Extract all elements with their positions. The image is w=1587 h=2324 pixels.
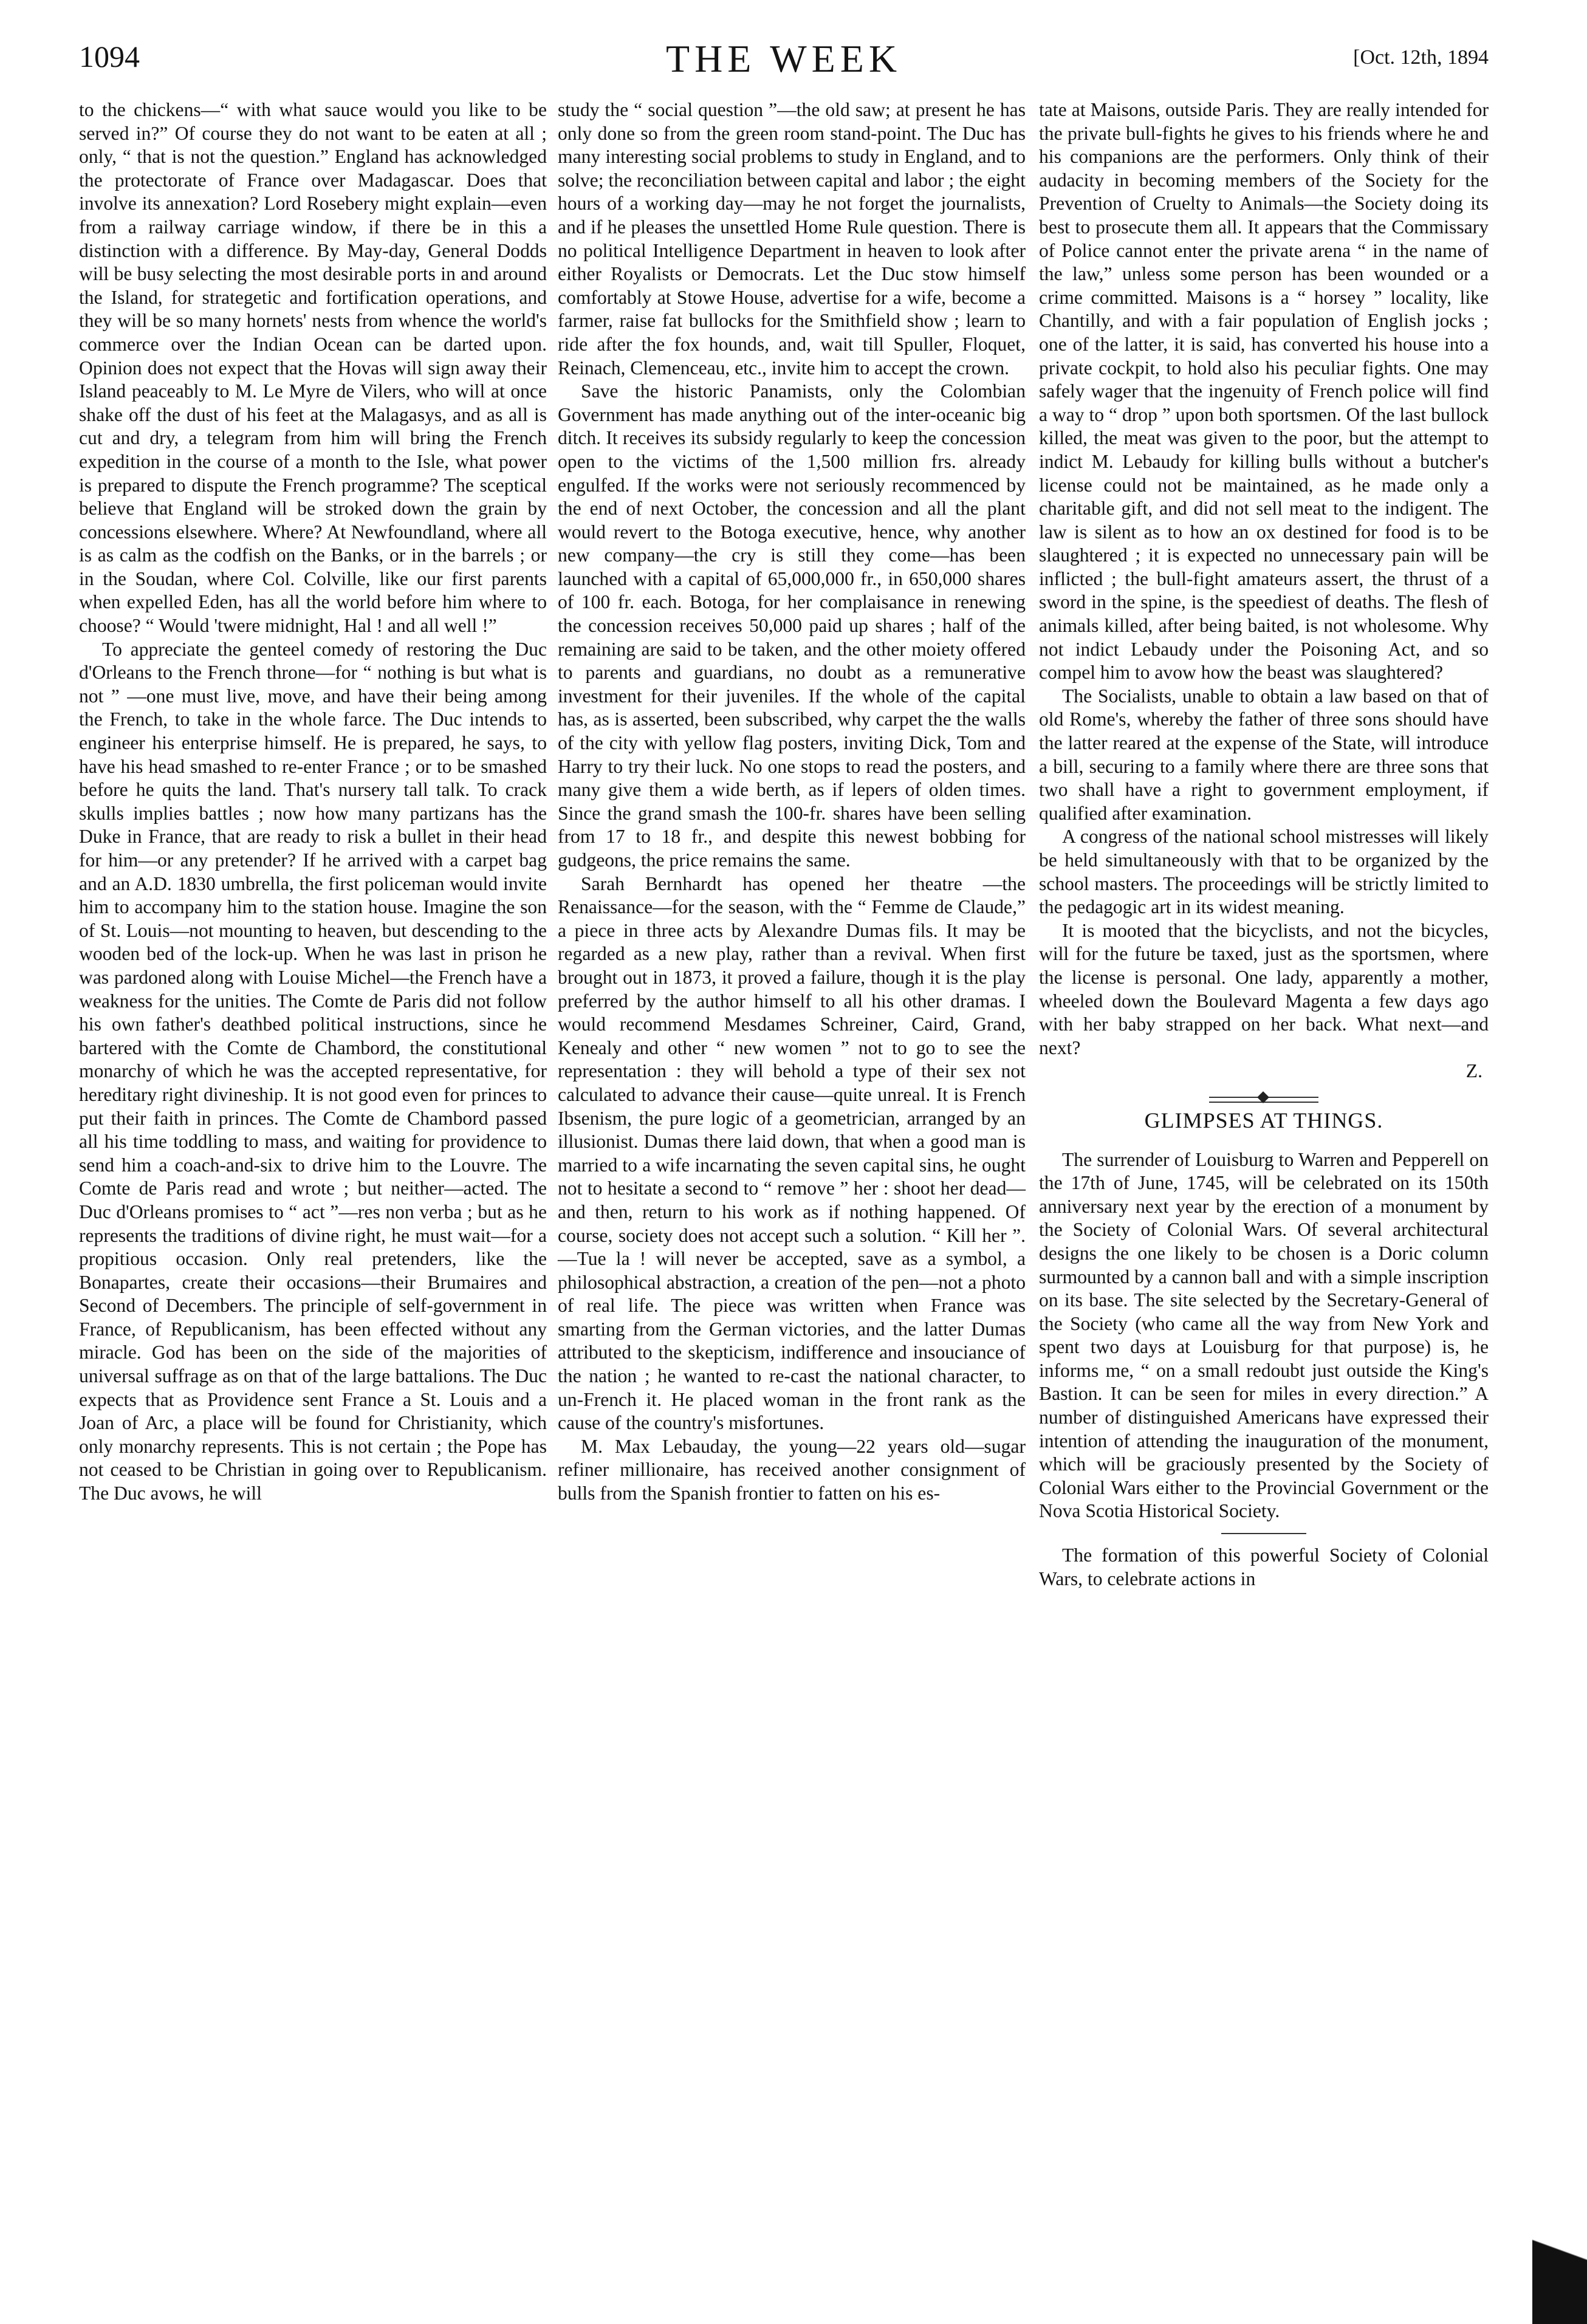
column-3 [1039, 98, 1489, 1591]
paragraph: study the “ social question ”—the old saw; at present he has only done so from the green room stand-point. The Duc has many interesting social problems to study in England, and to solve; the reconciliation between capital and labor ; the eight hours of a working day—may he not forget the journalists, and if he pleases the unsettled Home Rule question. There is no political Intelligence Department in heaven to look after either Royalists or Democrats. Let the Duc stow himself comfortably at Stowe House, advertise for a wife, become a farmer, raise fat bullocks for the Smithfield show ; learn to ride after the fox hounds, and, wait till Spuller, Floquet, Reinach, Clemenceau, etc., invite him to accept the crown. [558, 99, 1026, 379]
section-title: GLIMPSES AT THINGS. [1144, 1108, 1383, 1133]
paragraph: The formation of this powerful Society of Colonial Wars, to celebrate actions in [1039, 1544, 1489, 1589]
column-1 [79, 98, 547, 1506]
author-signature: Z. [1465, 1060, 1482, 1082]
section-rule [1221, 1533, 1306, 1534]
publication-title: THE WEEK [665, 37, 902, 80]
paragraph: to the chickens—“ with what sauce would you like to be served in?” Of course they do not want to be eaten at all ; only, “ that is not the question.” England has acknowledged the protectorate of France over Madagascar. Does that involve its annexation? Lord Rosebery might explain—even from a railway carriage window, if there be in this a distinction with a difference. By May-day, General Dodds will be busy selecting the most desirable ports in and around the Island, for strategetic and fortification operations, and they will be so many hornets' nests from whence the world's commerce over the Indian Ocean can be darted upon. Opinion does not expect that the Hovas will sign away their Island peaceably to M. Le Myre de Vilers, who will at once shake off the dust of his feet at the Malagasys, and as all is cut and dry, a telegram from him will bring the French expedition in the course of a month to the Isle, what power is prepared to dispute the French programme? The sceptical believe that England will be stroked down the grain by concessions elsewhere. Where? At Newfoundland, where all is as calm as the codfish on the Banks, or in the barrels ; or in the Soudan, where Col. Colville, like our first parents when expelled Eden, has all the world before him where to choose? “ Would 'twere midnight, Hal ! and all well !” [79, 99, 547, 637]
page-number: 1094 [79, 39, 140, 74]
paragraph: The surrender of Louisburg to Warren and Pepperell on the 17th of June, 1745, will be celebrated on its 150th anniversary next year by the erection of a monument by the Society of Colonial Wars. Of several architectural designs the one likely to be chosen is a Doric column surmounted by a cannon ball and with a simple inscription on its base. The site selected by the Secretary-General of the Society (who came all the way from New York and spent two days at Louisburg for that purpose) is, he informs me, “ on a small redoubt just outside the King's Bastion. It can be seen for miles in every direction.” A number of distinguished Americans have expressed their intention of attending the inauguration of the monument, which will be graciously presented by the Society of Colonial Wars either to the Provincial Government or the Nova Scotia Historical Society. [1039, 1148, 1489, 1522]
page-edge-shadow [1532, 2202, 1587, 2324]
paragraph: tate at Maisons, outside Paris. They are really intended for the private bull-fights he gives to his friends where he and his companions are the performers. Only think of their audacity in becoming members of the Society for the Prevention of Cruelty to Animals—the Society doing its best to prosecute them all. It appears that the Commissary of Police cannot enter the private arena “ in the name of the law,” unless some person has been wounded or a crime committed. Maisons is a “ horsey ” locality, like Chantilly, and with a fair population of English jocks ; one of the latter, it is said, has converted his house into a private cockpit, to hold also his peculiar fights. One may safely wager that the ingenuity of French police will find a way to “ drop ” upon both sportsmen. Of the last bullock killed, the meat was given to the poor, but the attempt to indict M. Lebaudy for killing bulls without a butcher's license could not be maintained, as he made only a charitable gift, and did not sell meat to the indigent. The law is silent as to how an ox destined for food is to be slaughtered ; it is expected no unnecessary pain will be inflicted ; the bull-fight amateurs assert, the thrust of a sword in the spine, is the speediest of deaths. The flesh of animals killed, after being baited, is not wholesome. Why not indict Lebaudy under the Poisoning Act, and so compel him to avow how the beast was slaughtered? [1039, 99, 1489, 684]
paragraph: Sarah Bernhardt has opened her theatre —the Renaissance—for the season, with the “ Femme de Claude,” a piece in three acts by Alexandre Dumas fils. It may be regarded as a new play, rather than a revival. When first brought out in 1873, it proved a failure, though it is the play preferred by the author himself to all his other dramas. I would recommend Mesdames Schreiner, Caird, Grand, Kenealy and other “ new women ” not to go to see the representation : they will behold a type of their sex not calculated to advance their cause—quite unreal. It is French Ibsenism, the pure logic of a geometrician, arranged by an illusionist. Dumas there laid down, that when a good man is married to a wife incarnating the seven capital sins, he ought not to hesitate a second to “ remove ” her : shoot her dead—and then, return to his work as if nothing happened. Of course, society does not accept such a solution. “ Kill her ”.—Tue la ! will never be accepted, save as a symbol, a philosophical abstraction, a creation of the pen—not a photo of real life. The piece was written when France was smarting from the German victories, and the latter Dumas attributed to the skepticism, indifference and insouciance of the nation ; he wanted to re-cast the national character, to un-French it. He placed woman in the front rank as the cause of the country's misfortunes. [558, 872, 1026, 1434]
column-2 [558, 98, 1026, 1506]
paragraph: A congress of the national school mistresses will likely be held simultaneously with that to be organized by the school masters. The proceedings will be strictly limited to the pedagogic art in its widest meaning. [1039, 826, 1489, 918]
paragraph: It is mooted that the bicyclists, and not the bicycles, will for the future be taxed, just as the sportsmen, where the license is personal. One lady, apparently a mother, wheeled down the Boulevard Magenta a few days ago with her baby strapped on her back. What next—and next? [1039, 919, 1489, 1058]
paragraph: Save the historic Panamists, only the Colombian Government has made anything out of the inter-oceanic big ditch. It receives its subsidy regularly to keep the concession open to the victims of the 1,500 million frs. already engulfed. If the works were not seriously recommenced by the end of next October, the concession and all the plant would revert to the Botoga executive, hence, why another new company—the cry is still they come—has been launched with a capital of 65,000,000 fr., in 650,000 shares of 100 fr. each. Botoga, for her complaisance in renewing the concession receives 50,000 paid up shares ; half of the remaining are said to be taken, and the other moiety offered to parents and guardians, no doubt as a remunerative investment for their juveniles. If the whole of the capital has, as is asserted, been subscribed, why carpet the the walls of the city with yellow flag posters, inviting Dick, Tom and Harry to try their luck. No one stops to read the posters, and many give them a wide berth, as if lepers of olden times. Since the grand smash the 100-fr. shares have been selling from 17 to 18 fr., and despite this newest bobbing for gudgeons, the price remains the same. [558, 380, 1026, 871]
paragraph: M. Max Lebauday, the young—22 years old—sugar refiner millionaire, has received another consignment of bulls from the Spanish frontier to fatten on his es- [558, 1435, 1026, 1504]
paragraph: The Socialists, unable to obtain a law based on that of old Rome's, whereby the father of three sons should have the latter reared at the expense of the State, will introduce a bill, securing to a family where there are three sons that two shall have a right to government employment, if qualified after examination. [1039, 685, 1489, 824]
page-header [79, 32, 1489, 80]
issue-date: [Oct. 12th, 1894 [1353, 46, 1489, 69]
ornament-divider [1209, 1097, 1318, 1103]
paragraph: To appreciate the genteel comedy of restoring the Duc d'Orleans to the French throne—for “ nothing is but what is not ” —one must live, move, and have their being among the French, to take in the whole farce. The Duc intends to engineer his enterprise himself. He is prepared, he says, to have his head smashed to re-enter France ; or to be smashed before he quits the land. That's nursery tall talk. To crack skulls implies battles ; now how many partizans has the Duke in France, that are ready to risk a bullet in their head for him—or any pretender? If he arrived with a carpet bag and an A.D. 1830 umbrella, the first policeman would invite him to accompany him to the station house. Imagine the son of St. Louis—not mounting to heaven, but descending to the wooden bed of the lock-up. When he was last in prison he was pardoned along with Louise Michel—the French have a weakness for the unities. The Comte de Paris did not follow his own father's deathbed political instructions, since he bartered with the Comte de Chambord, the constitutional monarchy of which he was the accepted representative, for hereditary right divineship. It is not good even for princes to put their faith in princes. The Comte de Chambord passed all his time toddling to mass, and waiting for providence to send him a coach-and-six to drive him to the Louvre. The Comte de Paris read and wrote ; but neither—acted. The Duc d'Orleans promises to “ act ”—res non verba ; but as he represents the traditions of divine right, he must wait—for a propitious occasion. Only real pretenders, like the Bonapartes, create their occasions—their Brumaires and Second of Decembers. The principle of self-government in France, of Republicanism, has been effected without any miracle. God has been on the side of the majorities of universal suffrage as on that of the large battalions. The Duc expects that as Providence sent France a St. Louis and a Joan of Arc, a place will be found for Christianity, which only monarchy represents. This is not certain ; the Pope has not ceased to be Christian in going over to Republicanism. The Duc avows, he will [79, 638, 547, 1504]
